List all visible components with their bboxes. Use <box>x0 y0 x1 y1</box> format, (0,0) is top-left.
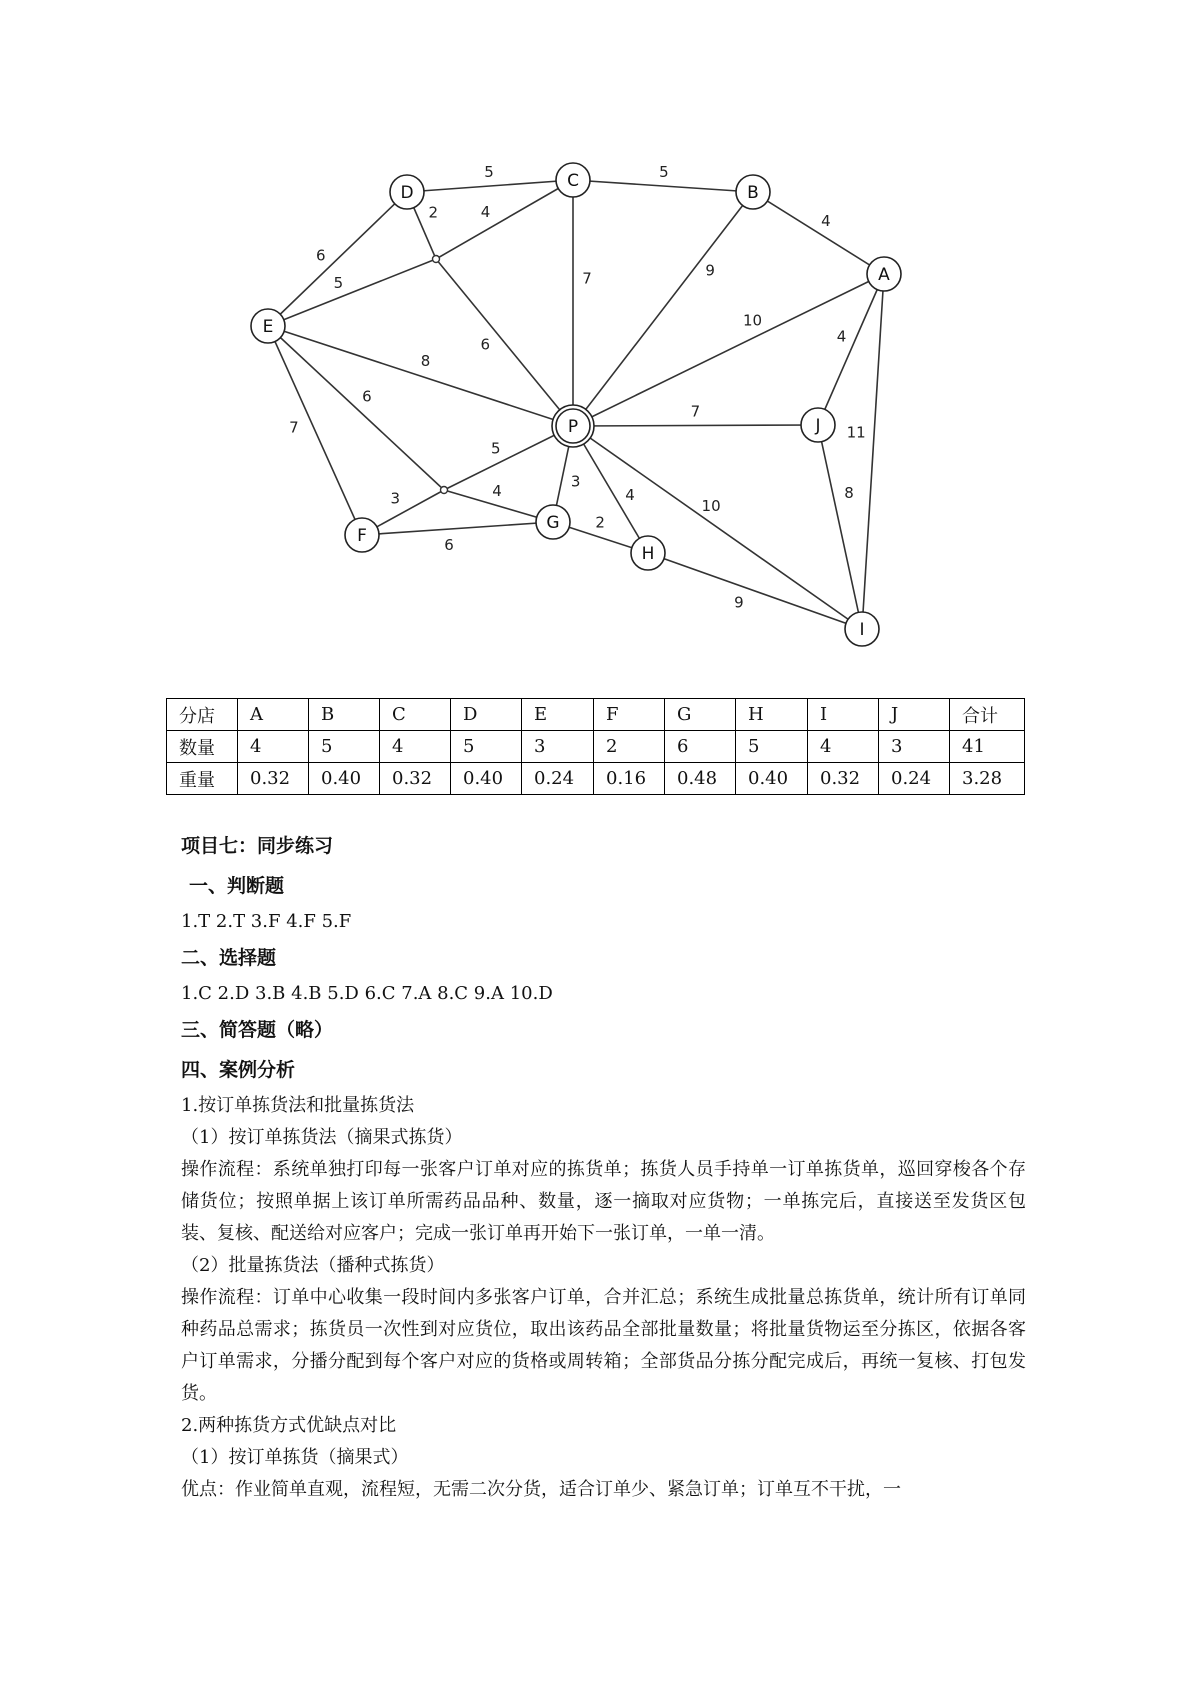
edge-E-j1 <box>268 259 436 326</box>
node-B <box>736 175 770 209</box>
edge-D-E <box>268 192 407 326</box>
node-A <box>867 257 901 291</box>
network-nodes <box>251 163 901 646</box>
section-short-answer-title: 三、简答题（略） <box>181 1019 334 1041</box>
case-question-2-sub1-text: 优点：作业简单直观，流程短，无需二次分货，适合订单少、紧急订单；订单互不干扰，一 <box>181 1479 901 1500</box>
edge-weight-label: 7 <box>690 402 701 421</box>
table-cell: 0.32 <box>238 763 309 795</box>
table-cell: 分店 <box>167 699 238 731</box>
section-true-false-title: 一、判断题 <box>189 875 285 897</box>
table-cell: 4 <box>238 731 309 763</box>
table-cell: E <box>522 699 594 731</box>
node-label: F <box>357 526 367 546</box>
edge-C-B <box>573 180 753 192</box>
table-cell: 0.32 <box>380 763 451 795</box>
table-cell: 0.16 <box>594 763 665 795</box>
table-cell: D <box>451 699 522 731</box>
table-cell: 0.24 <box>879 763 950 795</box>
edge-A-J <box>818 274 884 425</box>
table-row <box>167 763 1025 795</box>
edge-weight-label: 7 <box>289 418 299 437</box>
node-E <box>251 309 285 343</box>
edge-j1-P <box>436 259 573 426</box>
edge-B-A <box>753 192 884 274</box>
node-H <box>631 536 665 570</box>
node-F <box>345 518 379 552</box>
junction-point <box>433 256 440 263</box>
case-question-1-sub1: （1）按订单拣货法（摘果式拣货） <box>181 1127 463 1148</box>
edge-weight-label: 6 <box>362 387 372 406</box>
edge-weight-label: 4 <box>492 481 502 500</box>
edge-P-H <box>570 426 648 553</box>
edge-H-I <box>648 553 862 629</box>
edge-E-P <box>268 326 573 426</box>
node-label: D <box>400 183 414 203</box>
edge-weight-label: 4 <box>821 212 831 231</box>
edge-weight-label: 4 <box>480 202 491 221</box>
edge-E-F <box>268 326 362 535</box>
edge-weight-label: 4 <box>625 486 635 505</box>
node-D <box>390 175 424 209</box>
table-cell: 3.28 <box>950 763 1025 795</box>
table-cell: 4 <box>808 731 879 763</box>
edge-F-G <box>362 522 553 535</box>
table-cell: 5 <box>736 731 808 763</box>
edge-weight-label: 6 <box>480 335 491 354</box>
node-label: B <box>747 183 759 203</box>
edge-weight-label: 3 <box>570 472 581 491</box>
edge-weight-label: 6 <box>316 246 326 265</box>
edge-weight-label: 10 <box>743 311 763 330</box>
answer-content <box>181 826 1026 1506</box>
node-J <box>801 408 835 442</box>
node-label: P <box>567 417 579 437</box>
table-cell: 0.24 <box>522 763 594 795</box>
node-label: H <box>641 544 655 564</box>
node-label: A <box>878 265 890 285</box>
case-question-1-sub2: （2）批量拣货法（播种式拣货） <box>181 1255 445 1276</box>
table-cell: F <box>594 699 665 731</box>
table-cell: 41 <box>950 731 1025 763</box>
choice-answers: 1.C 2.D 3.B 4.B 5.D 6.C 7.A 8.C 9.A 10.D <box>181 983 553 1004</box>
table-cell: 合计 <box>950 699 1025 731</box>
store-quantity-table <box>166 698 1025 795</box>
edge-D-C <box>407 180 573 192</box>
table-cell: 2 <box>594 731 665 763</box>
table-cell: 0.40 <box>736 763 808 795</box>
edge-weight-label: 8 <box>844 484 854 503</box>
table-cell: B <box>309 699 380 731</box>
table-cell: A <box>238 699 309 731</box>
table-cell: G <box>665 699 736 731</box>
edge-weight-label: 2 <box>595 513 605 532</box>
case-question-2-sub1: （1）按订单拣货（摘果式） <box>181 1447 409 1468</box>
table-cell: 0.40 <box>309 763 380 795</box>
edge-weight-label: 3 <box>390 489 401 508</box>
edge-J-I <box>818 425 862 629</box>
table-cell: 0.32 <box>808 763 879 795</box>
table-cell: 6 <box>665 731 736 763</box>
table-cell: 4 <box>380 731 451 763</box>
junction-points <box>433 256 448 494</box>
edge-weight-label: 8 <box>420 351 431 370</box>
table-cell: 5 <box>451 731 522 763</box>
node-I <box>845 612 879 646</box>
case-question-1-title: 1.按订单拣货法和批量拣货法 <box>181 1095 415 1116</box>
table-cell: H <box>736 699 808 731</box>
table-cell: J <box>879 699 950 731</box>
node-label: C <box>567 171 579 191</box>
edge-P-J <box>573 425 818 426</box>
section-choice-title: 二、选择题 <box>181 947 277 969</box>
edge-weight-label: 5 <box>491 439 501 458</box>
edge-weight-label: 5 <box>333 273 344 292</box>
table-cell: 0.40 <box>451 763 522 795</box>
edge-A-P <box>573 274 884 426</box>
distribution-network-diagram <box>0 0 1191 650</box>
table-cell: I <box>808 699 879 731</box>
table-cell: 0.48 <box>665 763 736 795</box>
edge-weight-label: 6 <box>444 536 454 555</box>
section-case-analysis-title: 四、案例分析 <box>181 1059 296 1081</box>
edge-P-I <box>570 426 862 629</box>
edge-weight-label: 5 <box>659 163 669 182</box>
table-cell: 重量 <box>167 763 238 795</box>
edge-B-P <box>573 192 753 426</box>
edge-weight-label: 4 <box>836 327 847 346</box>
edge-weight-label: 10 <box>701 496 721 515</box>
edge-C-j1 <box>436 180 573 259</box>
case-question-1-sub2-text: 操作流程：订单中心收集一段时间内多张客户订单，合并汇总；系统生成批量总拣货单，统计所有订单同种药品总需求；拣货员一次性到对应货位，取出该药品全部批量数量；将批量货物运至分拣区，依据各客户订单需求，分播分配到每个客户对应的货格或周转箱；全部货品分拣分配完成后，再统一复核、打包发货。 <box>181 1287 1026 1404</box>
table-cell: 3 <box>522 731 594 763</box>
table-cell: 数量 <box>167 731 238 763</box>
edge-weight-label: 7 <box>582 269 592 288</box>
edge-weight-label: 11 <box>846 423 866 442</box>
node-label: J <box>815 416 821 436</box>
table-cell: 5 <box>309 731 380 763</box>
node-label: G <box>546 513 560 533</box>
case-question-1-sub1-text: 操作流程：系统单独打印每一张客户订单对应的拣货单；拣货人员手持单一订单拣货单，巡回穿梭各个存储货位；按照单据上该订单所需药品品种、数量，逐一摘取对应货物；一单拣完后，直接送至发货区包装、复核、配送给对应客户；完成一张订单再开始下一张订单，一单一清。 <box>181 1159 1026 1244</box>
project-title: 项目七：同步练习 <box>181 835 334 857</box>
table-cell: C <box>380 699 451 731</box>
edge-weight-label: 9 <box>734 593 744 612</box>
edge-weight-label: 2 <box>428 203 439 222</box>
table-cell: 3 <box>879 731 950 763</box>
edge-E-j2 <box>268 326 444 490</box>
node-P <box>552 405 594 447</box>
node-label: I <box>859 620 865 640</box>
table-row <box>167 731 1025 763</box>
case-question-2-title: 2.两种拣货方式优缺点对比 <box>181 1415 397 1436</box>
edge-A-I <box>862 274 884 629</box>
edge-weight-label: 5 <box>484 163 494 182</box>
table-row <box>167 699 1025 731</box>
edge-weight-label: 9 <box>705 261 715 280</box>
node-label: E <box>262 317 274 337</box>
node-G <box>536 505 570 539</box>
node-C <box>556 163 590 197</box>
true-false-answers: 1.T 2.T 3.F 4.F 5.F <box>181 911 352 932</box>
junction-point <box>441 487 448 494</box>
